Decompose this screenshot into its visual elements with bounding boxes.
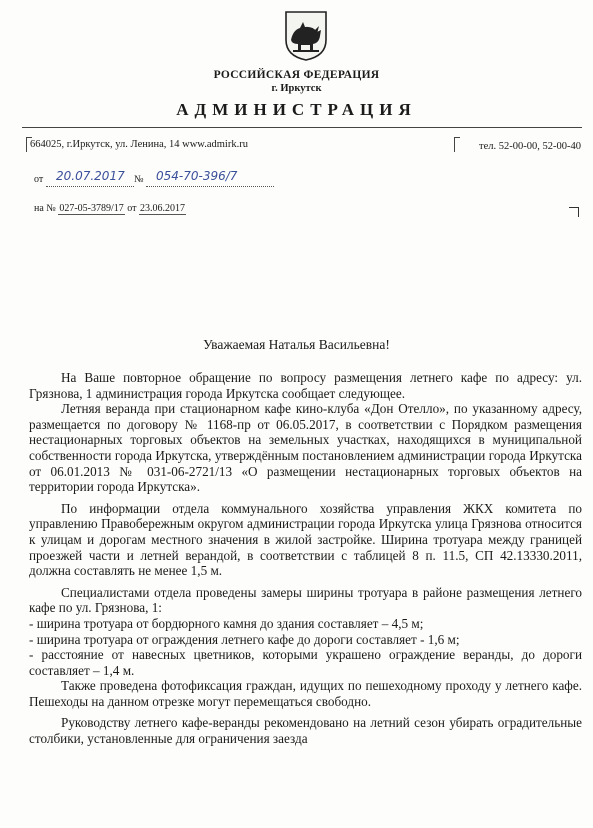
list-item: - ширина тротуара от ограждения летнего кафе до дороги составляет - 1,6 м; <box>29 631 460 647</box>
list-item: - расстояние от навесных цветников, которыми украшено ограждение веранды, до дороги составляет – 1,4 м. <box>29 647 582 678</box>
paragraph: По информации отдела коммунального хозяйства управления ЖКХ комитета по управлению Правобережным округом администрации города Иркутска улица Грязнова относится к улицам и дорогам местного значения в жилой застройке. Ширина тротуара между границей проезжей части и летней верандой, в соответствии с таблицей 8 п. 11.5, СП 42.13330.2011, должна составлять не менее 1,5 м. <box>29 500 582 579</box>
paragraph: Летняя веранда при стационарном кафе кино-клуба «Дон Отелло», по указанному адресу, размещается по договору № 1168-пр от 06.05.2017, в соответствии с Порядком размещения нестационарных торговых объектов на земельных участках, находящихся в муниципальной собственности города Иркутска, утверждённым постановлением администрации города Иркутска от 06.01.2013 № 031-06-2721/13 «О размещении нестационарных торговых объектов на территории города Иркутска». <box>29 401 582 495</box>
org-title: АДМИНИСТРАЦИЯ <box>176 100 417 119</box>
ref-date: 23.06.2017 <box>140 203 186 214</box>
date-label: от <box>34 174 44 185</box>
ref-mid: от <box>127 203 137 214</box>
list-item: - ширина тротуара от бордюрного камня до здания составляет – 4,5 м; <box>29 615 424 631</box>
date-line <box>46 186 134 187</box>
phone-bracket <box>454 137 460 152</box>
handwritten-date: 20.07.2017 <box>56 169 125 183</box>
corner-mark <box>569 207 579 217</box>
coat-of-arms-icon <box>283 10 329 62</box>
header-divider <box>22 127 582 128</box>
ref-prefix: на № <box>34 203 56 214</box>
ref-number: 027-05-3789/17 <box>59 203 124 214</box>
org-address: 664025, г.Иркутск, ул. Ленина, 14 www.admirk.ru <box>30 139 248 150</box>
reference-row <box>34 203 186 214</box>
number-line <box>146 186 274 187</box>
paragraph: Также проведена фотофиксация граждан, идущих по пешеходному проходу у летнего кафе. Пешеходы на данном отрезке могут перемещаться свободно. <box>29 678 582 709</box>
greeting: Уважаемая Наталья Васильевна! <box>203 337 390 352</box>
number-label: № <box>134 174 144 185</box>
city-name: г. Иркутск <box>271 83 322 94</box>
paragraph: Специалистами отдела проведены замеры ширины тротуара в районе размещения летнего кафе по ул. Грязнова, 1: <box>29 584 582 616</box>
paragraph: На Ваше повторное обращение по вопросу размещения летнего кафе по адресу: ул. Грязнова, 1 администрация города Иркутска сообщает следующее. <box>29 370 582 401</box>
country-name: РОССИЙСКАЯ ФЕДЕРАЦИЯ <box>213 69 380 81</box>
org-phone: тел. 52-00-00, 52-00-40 <box>479 141 581 152</box>
paragraph: Руководству летнего кафе-веранды рекомендовано на летний сезон убирать оградительные столбики, установленные для ограничения заезда <box>29 715 582 747</box>
handwritten-number: 054-70-396/7 <box>156 169 238 183</box>
letter-body <box>29 370 582 747</box>
